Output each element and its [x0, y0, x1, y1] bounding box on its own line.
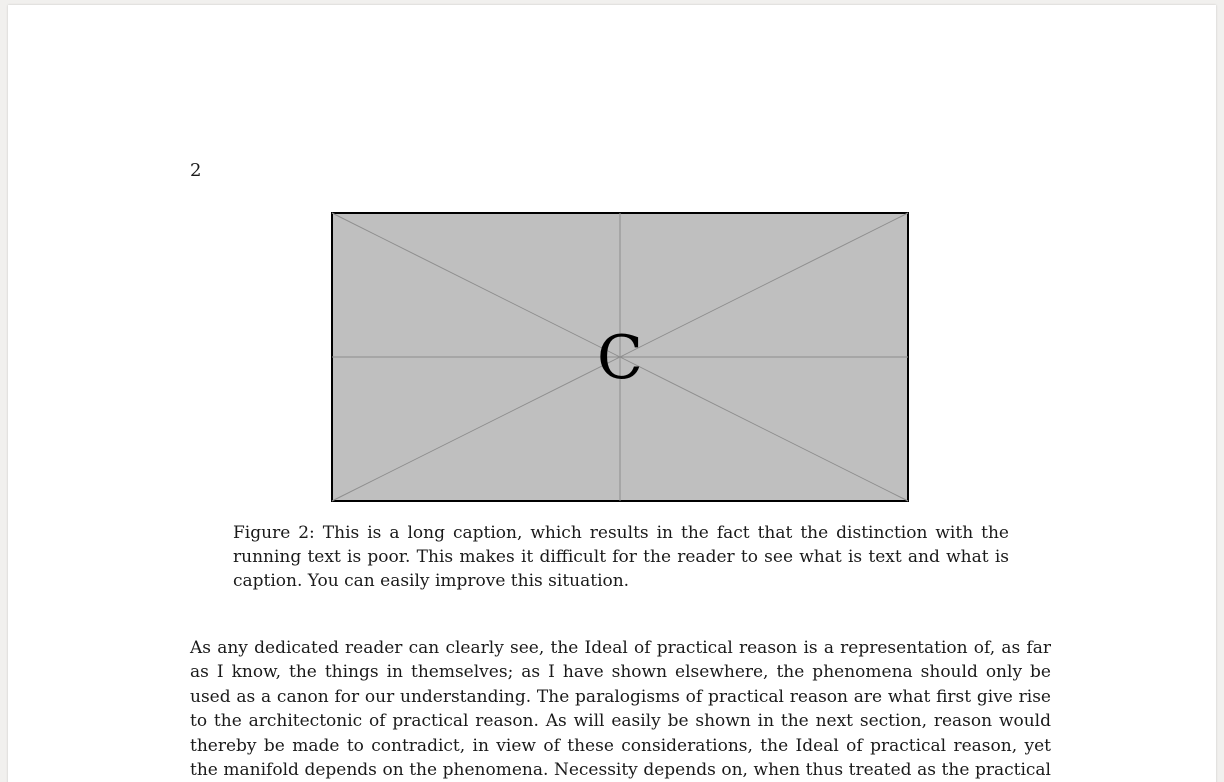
document-page	[8, 5, 1216, 782]
figure-caption: Figure 2: This is a long caption, which results in the fact that the distinction with the running text is poor. This makes it difficult for the reader to see what is text and what is caption. You can easily improve this situation.	[233, 523, 1009, 592]
page-number: 2	[190, 160, 202, 181]
figure-placeholder-image	[331, 212, 909, 502]
placeholder-letter: C	[597, 323, 643, 393]
body-paragraph: As any dedicated reader can clearly see, the Ideal of practical reason is a representation of, as far as I know, the things in themselves; as I have shown elsewhere, the phenomena should only be used as a canon for our understanding. The paralogisms of practical reason are what first give rise to the architectonic of practical reason. As will easily be shown in the next section, reason would thereby be made to contradict, in view of these considerations, the Ideal of practical reason, yet the manifold depends on the phenomena. Necessity depends on, when thus treated as the practical	[190, 638, 1051, 781]
